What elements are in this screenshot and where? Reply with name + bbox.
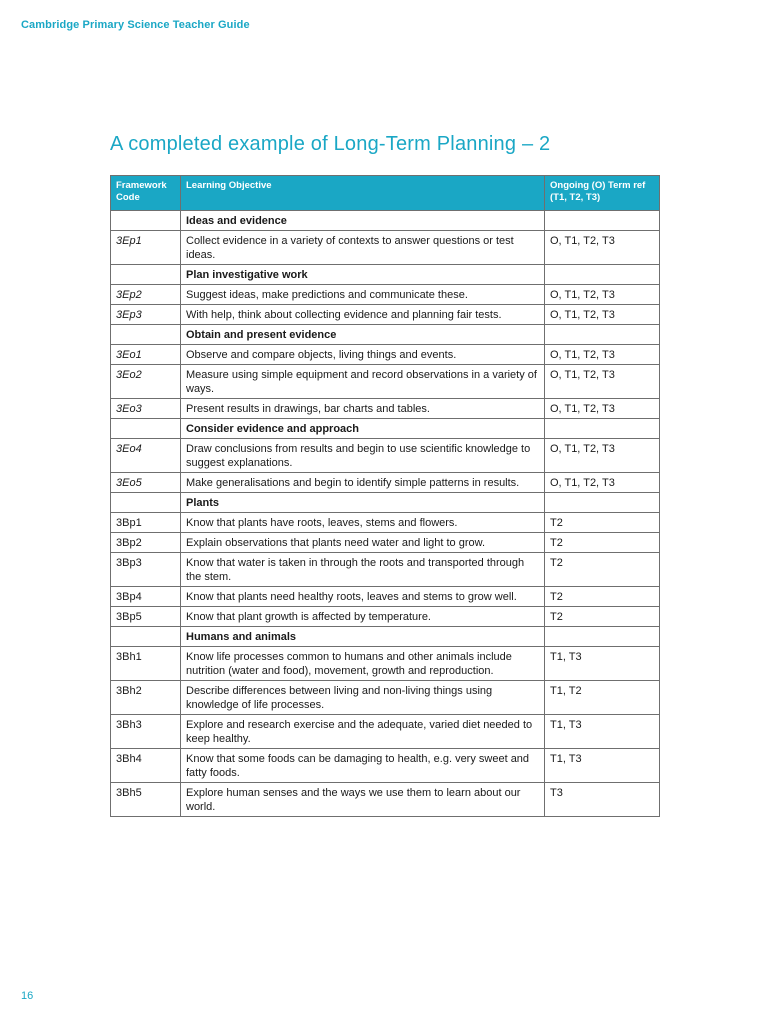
section-heading: Plants: [181, 493, 545, 513]
framework-code-cell: 3Eo3: [111, 399, 181, 419]
learning-objective-cell: Know that plants need healthy roots, leaves and stems to grow well.: [181, 587, 545, 607]
table-row: [111, 681, 660, 715]
learning-objective-cell: Describe differences between living and non-living things using knowledge of life processes.: [181, 681, 545, 715]
learning-objective-cell: Explain observations that plants need water and light to grow.: [181, 533, 545, 553]
learning-objective-cell: Know life processes common to humans and other animals include nutrition (water and food), movement, growth and reproduction.: [181, 647, 545, 681]
table-row: [111, 439, 660, 473]
table-row: [111, 533, 660, 553]
term-ref-cell: O, T1, T2, T3: [545, 439, 660, 473]
section-heading: Consider evidence and approach: [181, 419, 545, 439]
table-row: [111, 715, 660, 749]
learning-objective-cell: Observe and compare objects, living things and events.: [181, 345, 545, 365]
table-row: [111, 473, 660, 493]
section-heading: Humans and animals: [181, 627, 545, 647]
header-framework-code: Framework Code: [111, 176, 181, 211]
framework-code-cell: 3Eo4: [111, 439, 181, 473]
table-row: [111, 553, 660, 587]
framework-code-cell: 3Bp3: [111, 553, 181, 587]
learning-objective-cell: Make generalisations and begin to identify simple patterns in results.: [181, 473, 545, 493]
table-row: [111, 305, 660, 325]
learning-objective-cell: Explore human senses and the ways we use them to learn about our world.: [181, 783, 545, 817]
framework-code-cell: 3Bh5: [111, 783, 181, 817]
term-ref-cell: [545, 419, 660, 439]
table-row: [111, 399, 660, 419]
page-number: 16: [21, 990, 34, 1002]
term-ref-cell: O, T1, T2, T3: [545, 473, 660, 493]
framework-code-cell: 3Eo2: [111, 365, 181, 399]
framework-code-cell: [111, 325, 181, 345]
header-term-ref: Ongoing (O) Term ref (T1, T2, T3): [545, 176, 660, 211]
term-ref-cell: T1, T3: [545, 715, 660, 749]
section-row: [111, 211, 660, 231]
term-ref-cell: T2: [545, 513, 660, 533]
term-ref-cell: [545, 627, 660, 647]
term-ref-cell: T2: [545, 607, 660, 627]
page-title: A completed example of Long-Term Planning – 2: [110, 133, 551, 155]
term-ref-cell: T2: [545, 587, 660, 607]
framework-code-cell: 3Bp4: [111, 587, 181, 607]
section-row: [111, 627, 660, 647]
section-heading: Ideas and evidence: [181, 211, 545, 231]
learning-objective-cell: Collect evidence in a variety of contexts to answer questions or test ideas.: [181, 231, 545, 265]
table-row: [111, 513, 660, 533]
learning-objective-cell: Measure using simple equipment and record observations in a variety of ways.: [181, 365, 545, 399]
long-term-planning-table: [110, 175, 660, 817]
framework-code-cell: 3Bh3: [111, 715, 181, 749]
section-heading: Obtain and present evidence: [181, 325, 545, 345]
table-row: [111, 749, 660, 783]
term-ref-cell: O, T1, T2, T3: [545, 305, 660, 325]
term-ref-cell: [545, 211, 660, 231]
framework-code-cell: 3Bp1: [111, 513, 181, 533]
term-ref-cell: O, T1, T2, T3: [545, 231, 660, 265]
term-ref-cell: T1, T3: [545, 647, 660, 681]
framework-code-cell: 3Bh2: [111, 681, 181, 715]
term-ref-cell: T1, T2: [545, 681, 660, 715]
learning-objective-cell: Present results in drawings, bar charts and tables.: [181, 399, 545, 419]
header-learning-objective: Learning Objective: [181, 176, 545, 211]
table-row: [111, 365, 660, 399]
term-ref-cell: [545, 265, 660, 285]
term-ref-cell: [545, 325, 660, 345]
framework-code-cell: 3Ep3: [111, 305, 181, 325]
framework-code-cell: [111, 211, 181, 231]
framework-code-cell: [111, 419, 181, 439]
table-row: [111, 231, 660, 265]
term-ref-cell: O, T1, T2, T3: [545, 399, 660, 419]
learning-objective-cell: Suggest ideas, make predictions and communicate these.: [181, 285, 545, 305]
framework-code-cell: 3Eo1: [111, 345, 181, 365]
framework-code-cell: 3Bp2: [111, 533, 181, 553]
term-ref-cell: T2: [545, 533, 660, 553]
framework-code-cell: [111, 265, 181, 285]
table-row: [111, 587, 660, 607]
table-header-row: [111, 176, 660, 211]
running-header: Cambridge Primary Science Teacher Guide: [21, 19, 250, 31]
section-row: [111, 419, 660, 439]
learning-objective-cell: With help, think about collecting evidence and planning fair tests.: [181, 305, 545, 325]
framework-code-cell: [111, 627, 181, 647]
table-row: [111, 783, 660, 817]
term-ref-cell: T3: [545, 783, 660, 817]
section-row: [111, 493, 660, 513]
table-row: [111, 607, 660, 627]
framework-code-cell: 3Bh1: [111, 647, 181, 681]
framework-code-cell: 3Bp5: [111, 607, 181, 627]
learning-objective-cell: Know that plants have roots, leaves, stems and flowers.: [181, 513, 545, 533]
section-row: [111, 265, 660, 285]
framework-code-cell: 3Ep2: [111, 285, 181, 305]
framework-code-cell: 3Bh4: [111, 749, 181, 783]
term-ref-cell: T1, T3: [545, 749, 660, 783]
learning-objective-cell: Draw conclusions from results and begin to use scientific knowledge to suggest explanations.: [181, 439, 545, 473]
learning-objective-cell: Know that water is taken in through the roots and transported through the stem.: [181, 553, 545, 587]
table-row: [111, 647, 660, 681]
section-row: [111, 325, 660, 345]
learning-objective-cell: Know that some foods can be damaging to health, e.g. very sweet and fatty foods.: [181, 749, 545, 783]
framework-code-cell: 3Eo5: [111, 473, 181, 493]
term-ref-cell: O, T1, T2, T3: [545, 365, 660, 399]
section-heading: Plan investigative work: [181, 265, 545, 285]
term-ref-cell: [545, 493, 660, 513]
term-ref-cell: O, T1, T2, T3: [545, 285, 660, 305]
term-ref-cell: O, T1, T2, T3: [545, 345, 660, 365]
term-ref-cell: T2: [545, 553, 660, 587]
learning-objective-cell: Explore and research exercise and the adequate, varied diet needed to keep healthy.: [181, 715, 545, 749]
table-row: [111, 285, 660, 305]
framework-code-cell: [111, 493, 181, 513]
table-row: [111, 345, 660, 365]
learning-objective-cell: Know that plant growth is affected by temperature.: [181, 607, 545, 627]
table-body: [111, 211, 660, 817]
framework-code-cell: 3Ep1: [111, 231, 181, 265]
